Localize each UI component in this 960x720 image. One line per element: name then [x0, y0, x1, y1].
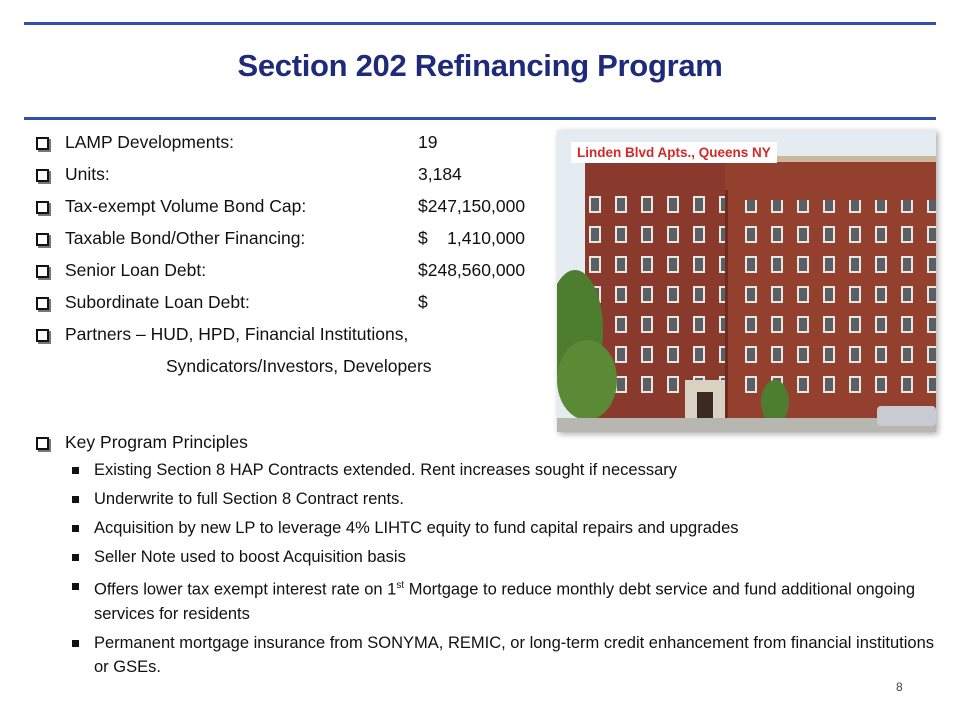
list-item: Offers lower tax exempt interest rate on 1st Mortgage to reduce monthly debt service and fund additional ongoing services for residents [72, 574, 936, 626]
summary-item-label: Taxable Bond/Other Financing: [65, 227, 306, 248]
checkbox-bullet-icon [36, 233, 49, 246]
square-bullet-icon [72, 496, 79, 503]
summary-item-value: 3,184 [418, 163, 462, 184]
photo-caption: Linden Blvd Apts., Queens NY [571, 142, 777, 163]
square-bullet-icon [72, 583, 79, 590]
square-bullet-icon [72, 467, 79, 474]
key-principles-section [36, 426, 936, 684]
checkbox-bullet-icon [36, 169, 49, 182]
summary-item-senior-loan [36, 254, 556, 286]
checkbox-bullet-icon [36, 437, 49, 450]
summary-item-lamp-developments [36, 126, 556, 158]
summary-item-label: Partners – HUD, HPD, Financial Institutions, [65, 323, 409, 344]
list-item: Underwrite to full Section 8 Contract rents. [72, 487, 936, 511]
top-rule [24, 22, 936, 25]
building-photo [557, 130, 936, 432]
summary-item-label: Senior Loan Debt: [65, 259, 207, 280]
page-title: Section 202 Refinancing Program [237, 48, 723, 83]
summary-item-label: Units: [65, 163, 110, 184]
list-item: Existing Section 8 HAP Contracts extended. Rent increases sought if necessary [72, 458, 936, 482]
summary-item-units [36, 158, 556, 190]
summary-item-value: $248,560,000 [418, 259, 526, 280]
summary-item-subordinate-loan [36, 286, 556, 318]
summary-item-bond-cap [36, 190, 556, 222]
square-bullet-icon [72, 525, 79, 532]
list-item: Seller Note used to boost Acquisition basis [72, 545, 936, 569]
summary-list [36, 126, 556, 382]
summary-item-taxable-bond [36, 222, 556, 254]
checkbox-bullet-icon [36, 137, 49, 150]
summary-item-label: Subordinate Loan Debt: [65, 291, 250, 312]
square-bullet-icon [72, 640, 79, 647]
summary-item-value: 19 [418, 131, 438, 152]
principles-list [36, 458, 936, 679]
page-number: 8 [896, 680, 903, 694]
partners-continuation: Syndicators/Investors, Developers [166, 355, 432, 376]
summary-item-value: $247,150,000 [418, 195, 526, 216]
summary-item-label: LAMP Developments: [65, 131, 234, 152]
summary-item-label: Tax-exempt Volume Bond Cap: [65, 195, 307, 216]
summary-item-partners [36, 318, 556, 350]
title-underline-rule [24, 117, 936, 120]
list-item: Permanent mortgage insurance from SONYMA, REMIC, or long-term credit enhancement from financial institutions or GSEs. [72, 631, 936, 679]
checkbox-bullet-icon [36, 329, 49, 342]
summary-item-value: $ [418, 291, 428, 312]
list-item: Acquisition by new LP to leverage 4% LIHTC equity to fund capital repairs and upgrades [72, 516, 936, 540]
square-bullet-icon [72, 554, 79, 561]
checkbox-bullet-icon [36, 297, 49, 310]
checkbox-bullet-icon [36, 265, 49, 278]
summary-item-value: $ 1,410,000 [418, 227, 526, 248]
checkbox-bullet-icon [36, 201, 49, 214]
principles-heading: Key Program Principles [65, 431, 248, 452]
building-illustration [557, 130, 936, 432]
